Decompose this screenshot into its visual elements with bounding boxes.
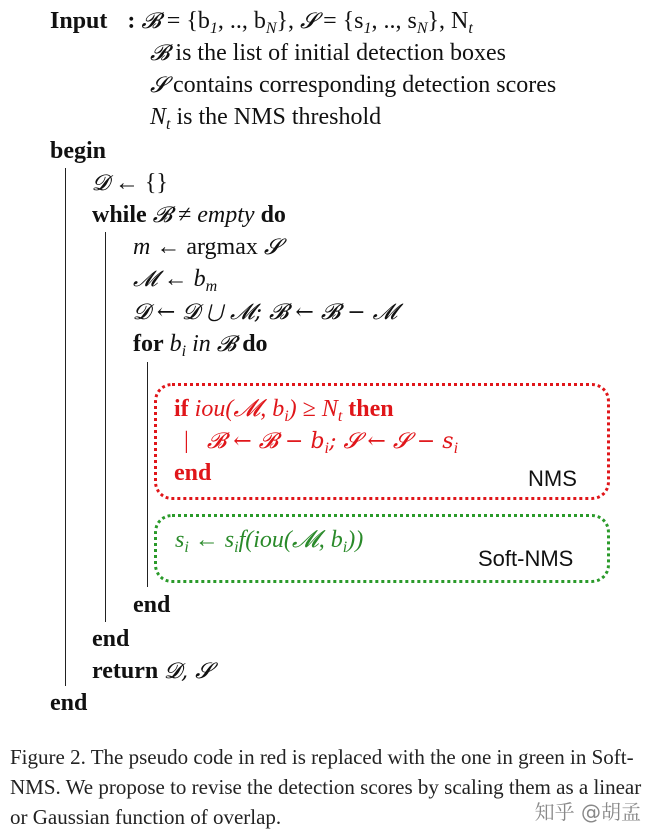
for-block-line — [147, 362, 148, 587]
for-end-keyword: end — [133, 592, 171, 618]
softnms-sub2: i — [234, 539, 239, 556]
set-B-close: }, — [276, 8, 301, 34]
Nt-sub: t — [468, 20, 473, 37]
return-line — [92, 656, 212, 687]
argmax-S-symbol: 𝓢 — [263, 235, 281, 260]
final-end-keyword: end — [50, 690, 88, 716]
for-do: do — [242, 331, 268, 357]
bm-sub: m — [205, 278, 218, 295]
softnms-tag: Soft-NMS — [478, 546, 574, 571]
nms-body-line — [184, 426, 458, 464]
while-end-keyword: end — [92, 626, 130, 652]
D-update-text: 𝓓 ← 𝓓 ⋃ 𝓜; 𝓑 ← 𝓑 − 𝓜 — [133, 300, 398, 325]
input-desc-S — [150, 70, 556, 101]
while-neq: ≠ — [172, 202, 198, 228]
nms-body-sub: i — [324, 440, 329, 457]
sN-sub: N — [416, 20, 428, 37]
set-S-open: = {s — [317, 8, 364, 34]
nms-cond-a: iou(𝓜, b — [188, 396, 285, 422]
argmax-line — [133, 232, 281, 263]
input-keyword: Input — [50, 8, 108, 34]
argmax-text: ← argmax — [150, 234, 264, 260]
nms-bar: | — [184, 428, 189, 454]
nms-cond-sub: i — [284, 408, 289, 425]
softnms-sub: i — [184, 539, 189, 556]
begin-block-line — [65, 168, 66, 686]
begin-keyword: begin — [50, 138, 107, 164]
desc-N-symbol: N — [150, 104, 167, 130]
set-S-close: }, N — [427, 8, 469, 34]
set-B-open: = {b — [160, 8, 210, 34]
set-S-mid: , .., s — [371, 8, 417, 34]
while-keyword: while — [92, 202, 147, 228]
while-block-line — [105, 232, 106, 622]
D-symbol: 𝓓 — [92, 171, 109, 196]
input-colon: : — [127, 8, 136, 34]
while-line — [92, 200, 286, 231]
nms-end-keyword: end — [174, 460, 212, 486]
D-init-line — [92, 168, 168, 199]
while-empty: empty — [197, 202, 255, 228]
nms-body-sub2: i — [453, 440, 459, 457]
watermark: 知乎 @胡孟 — [534, 800, 641, 824]
nms-tag: NMS — [528, 466, 577, 491]
set-S-symbol: 𝓢 — [300, 9, 318, 34]
for-in: in — [186, 331, 217, 357]
softnms-sub3: i — [342, 539, 348, 556]
softnms-line — [175, 525, 363, 563]
nms-if-keyword: if — [174, 396, 189, 422]
D-init-rest: ← {} — [108, 170, 168, 196]
desc-B-text: is the list of initial detection boxes — [169, 40, 507, 66]
for-B-symbol: 𝓑 — [216, 332, 237, 357]
desc-S-text: contains corresponding detection scores — [167, 72, 557, 98]
softnms-mid: ← s — [188, 527, 235, 553]
for-line — [133, 329, 268, 367]
for-b-symbol: b — [169, 331, 182, 357]
D-update-line — [133, 297, 397, 328]
desc-N-sub: t — [166, 116, 171, 133]
nms-body-b: ; 𝓢 ← 𝓢 − s — [329, 429, 454, 454]
return-value: 𝓓, 𝓢 — [164, 659, 213, 684]
while-do: do — [260, 202, 286, 228]
nms-cond-b: ) ≥ N — [288, 396, 338, 422]
for-bi-sub: i — [181, 343, 187, 360]
desc-S-symbol: 𝓢 — [150, 73, 168, 98]
M-symbol: 𝓜 — [133, 267, 158, 292]
input-desc-Nt — [150, 102, 381, 140]
set-B-mid: , .., b — [217, 8, 266, 34]
input-desc-B — [150, 38, 506, 69]
desc-B-symbol: 𝓑 — [150, 41, 170, 66]
softnms-close: )) — [347, 527, 364, 553]
bN-sub: N — [265, 20, 277, 37]
return-keyword: return — [92, 658, 159, 684]
while-B-symbol: 𝓑 — [152, 203, 173, 228]
set-B-symbol: 𝓑 — [141, 9, 161, 34]
m-symbol: m — [133, 234, 151, 260]
desc-Nt-text: is the NMS threshold — [170, 104, 382, 130]
for-keyword: for — [133, 331, 164, 357]
nms-cond-sub2: t — [337, 408, 343, 425]
softnms-rest: f(iou(𝓜, b — [238, 527, 343, 553]
figure-caption: Figure 2. The pseudo code in red is replaced with the one in green in Soft-NMS. We propose to revise the detection scores by scaling them as a linear or Gaussian function of overlap. — [10, 745, 642, 829]
b1-sub: 1 — [209, 20, 218, 37]
s1-sub: 1 — [363, 20, 372, 37]
nms-then-keyword: then — [348, 396, 394, 422]
softnms-s: s — [175, 527, 185, 553]
nms-body-a: 𝓑 ← 𝓑 − b — [206, 429, 325, 454]
M-assign-text: ← b — [157, 266, 206, 292]
